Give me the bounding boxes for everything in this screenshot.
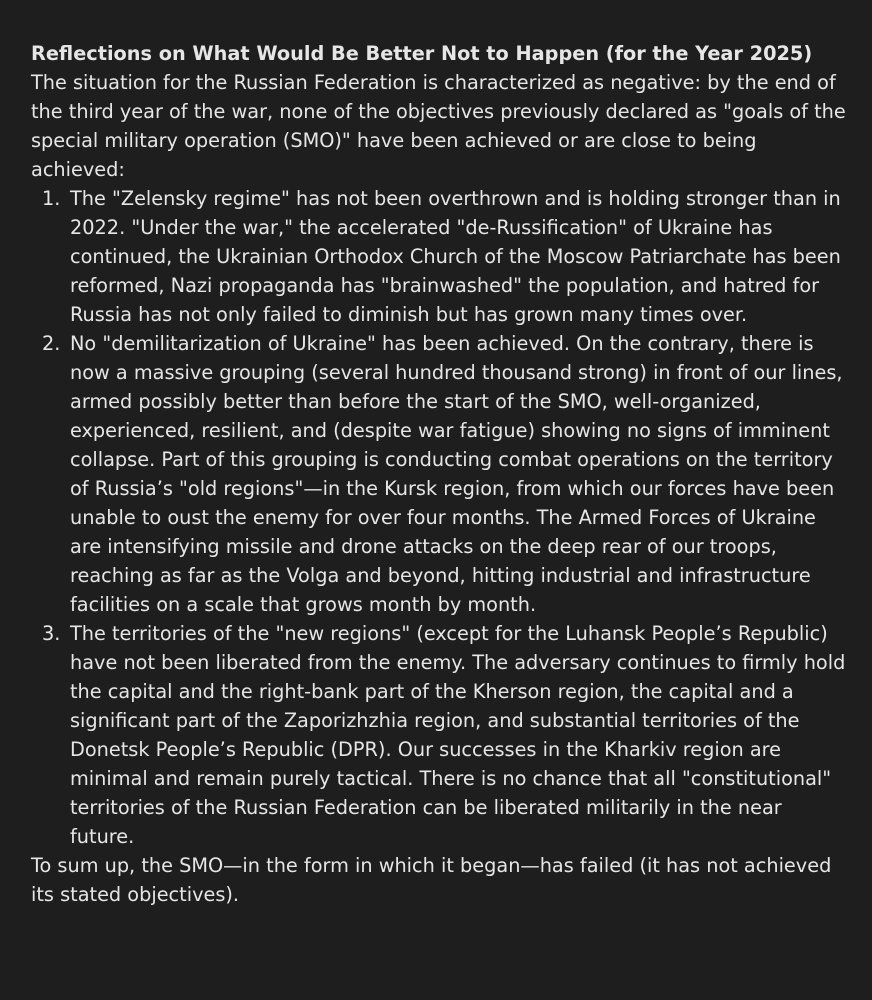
conclusion-paragraph: To sum up, the SMO—in the form in which it began—has failed (it has not achieved its stated objectives). bbox=[31, 854, 832, 906]
list-item bbox=[31, 329, 851, 619]
list-item-number: 2. bbox=[42, 332, 61, 355]
list-item bbox=[31, 619, 851, 851]
objectives-list bbox=[31, 184, 851, 851]
list-item-text: The territories of the "new regions" (except for the Luhansk People’s Republic) have not been liberated from the enemy. The adversary continues to firmly hold the capital and the right-bank part of the Kherson region, the capital and a significant part of the Zaporizhzhia region, and substantial territories of the Donetsk People’s Republic (DPR). Our successes in the Kharkiv region are minimal and remain purely tactical. There is no chance that all "constitutional" territories of the Russian Federation can be liberated militarily in the near future. bbox=[70, 622, 846, 848]
list-item bbox=[31, 184, 851, 329]
intro-paragraph: The situation for the Russian Federation is characterized as negative: by the end of the third year of the war, none of the objectives previously declared as "goals of the special military operation (SMO)" have been achieved or are close to being achieved: bbox=[31, 71, 846, 181]
document-body bbox=[31, 39, 851, 909]
list-item-text: No "demilitarization of Ukraine" has been achieved. On the contrary, there is now a massive grouping (several hundred thousand strong) in front of our lines, armed possibly better than before the start of the SMO, well-organized, experienced, resilient, and (despite war fatigue) showing no signs of imminent collapse. Part of this grouping is conducting combat operations on the territory of Russia’s "old regions"—in the Kursk region, from which our forces have been unable to oust the enemy for over four months. The Armed Forces of Ukraine are intensifying missile and drone attacks on the deep rear of our troops, reaching as far as the Volga and beyond, hitting industrial and infrastructure facilities on a scale that grows month by month. bbox=[70, 332, 843, 616]
list-item-text: The "Zelensky regime" has not been overthrown and is holding stronger than in 2022. "Under the war," the accelerated "de-Russification" of Ukraine has continued, the Ukrainian Orthodox Church of the Moscow Patriarchate has been reformed, Nazi propaganda has "brainwashed" the population, and hatred for Russia has not only failed to diminish but has grown many times over. bbox=[70, 187, 841, 326]
list-item-number: 1. bbox=[42, 187, 61, 210]
list-item-number: 3. bbox=[42, 622, 61, 645]
document-title: Reflections on What Would Be Better Not to Happen (for the Year 2025) bbox=[31, 42, 813, 65]
